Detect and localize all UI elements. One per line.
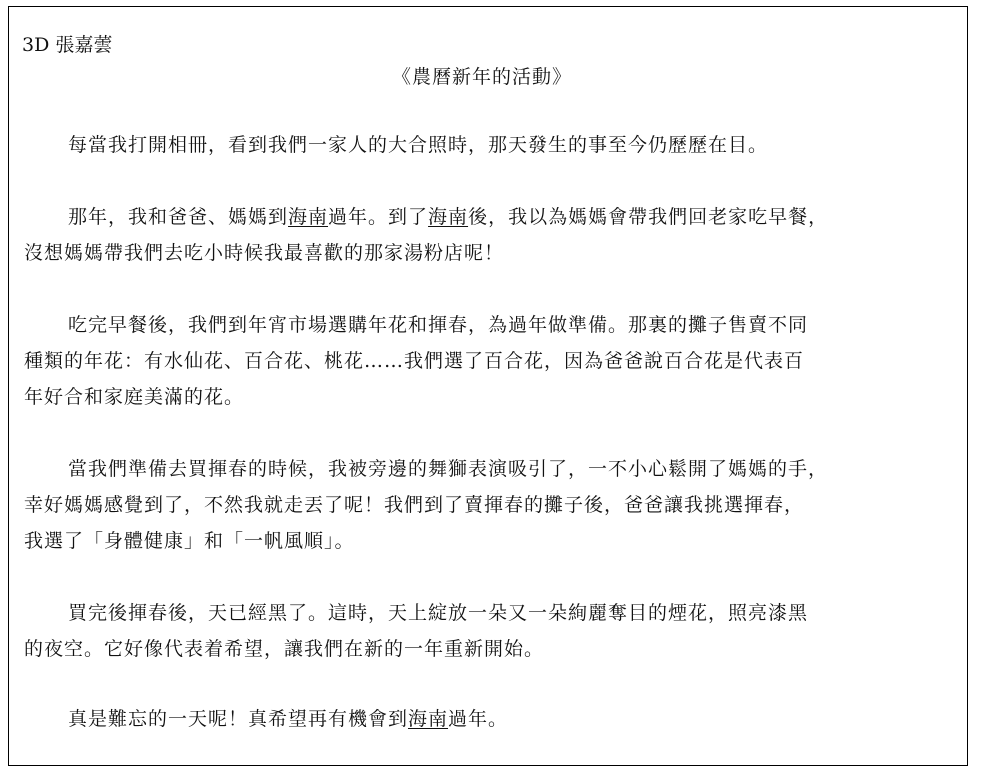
paragraph-line: 年好合和家庭美滿的花。 (24, 386, 245, 408)
paragraph-line: 當我們準備去買揮春的時候，我被旁邊的舞獅表演吸引了，一不小心鬆開了媽媽的手， (68, 458, 829, 480)
place-name-underlined: 海南 (288, 206, 329, 228)
paragraph-line: 那年，我和爸爸、媽媽到海南過年。到了海南後，我以為媽媽會帶我們回老家吃早餐， (68, 206, 829, 228)
paragraph-line: 真是難忘的一天呢！真希望再有機會到海南過年。 (68, 708, 509, 730)
author-line: 3D 張嘉蕓 (22, 34, 113, 56)
place-name-underlined: 海南 (408, 708, 449, 730)
paragraph-line: 沒想媽媽帶我們去吃小時候我最喜歡的那家湯粉店呢！ (24, 242, 505, 264)
paragraph-line: 的夜空。它好像代表着希望，讓我們在新的一年重新開始。 (24, 638, 545, 660)
paragraph-line: 我選了「身體健康」和「一帆風順」。 (24, 530, 355, 552)
paragraph-line: 幸好媽媽感覺到了，不然我就走丟了呢！我們到了賣揮春的攤子後，爸爸讓我挑選揮春， (24, 494, 805, 516)
paragraph-line: 吃完早餐後，我們到年宵市場選購年花和揮春，為過年做準備。那裏的攤子售賣不同 (68, 314, 809, 336)
paragraph-line: 每當我打開相冊，看到我們一家人的大合照時，那天發生的事至今仍歷歷在目。 (68, 134, 769, 156)
essay-title: 《農曆新年的活動》 (392, 66, 573, 88)
place-name-underlined: 海南 (428, 206, 469, 228)
paragraph-line: 種類的年花：有水仙花、百合花、桃花……我們選了百合花，因為爸爸說百合花是代表百 (24, 350, 805, 372)
paragraph-line: 買完後揮春後，天已經黑了。這時，天上綻放一朵又一朵絢麗奪目的煙花，照亮漆黑 (68, 602, 809, 624)
